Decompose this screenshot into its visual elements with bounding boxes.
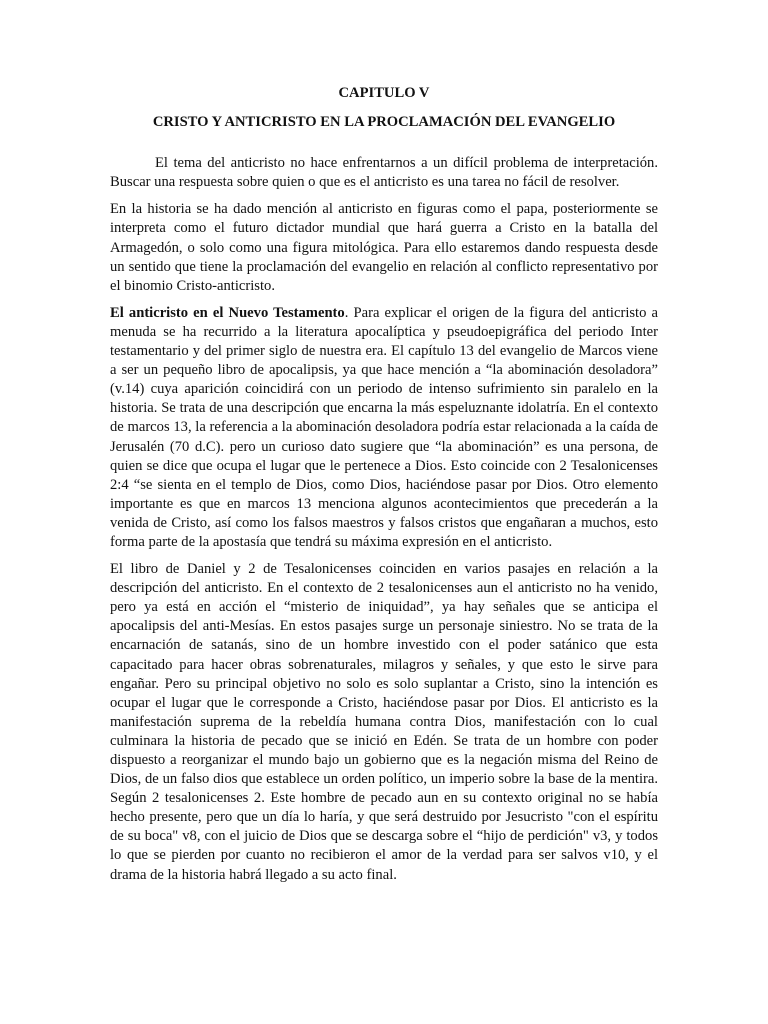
chapter-title: CRISTO Y ANTICRISTO EN LA PROCLAMACIÓN DEL EVANGELIO: [152, 114, 616, 131]
chapter-heading: CAPITULO V: [338, 85, 430, 101]
section-lead-heading: El anticristo en el Nuevo Testamento: [110, 304, 345, 321]
paragraph-3: [110, 304, 658, 552]
paragraph-4: El libro de Daniel y 2 de Tesalonicenses coinciden en varios pasajes en relación a la descripción del anticristo. En el contexto de 2 tesalonicenses aun el anticristo no ha venido, pero ya está en acción el “misterio de iniquidad”, ya hay señales que se anticipa el apocalipsis del anti-Mesías. En estos pasajes surge un personaje siniestro. No se trata de la encarnación de satanás, sino de un hombre investido con el poder satánico que esta capacitado para hacer obras sobrenaturales, milagros y señales, y que esto le sirve para engañar. Pero su principal objetivo no solo es solo suplantar a Cristo, sino la intención es ocupar el lugar que le corresponde a Cristo, haciéndose pasar por Dios. El anticristo es la manifestación suprema de la rebeldía humana contra Dios, manifestación con lo cual culminara la historia de pecado que se inició en Edén. Se trata de un hombre con poder dispuesto a reorganizar el mundo bajo un gobierno que es la negación misma del Reino de Dios, de un falso dios que establece un orden político, un imperio sobre la base de la mentira. Según 2 tesalonicenses 2. Este hombre de pecado aun en su contexto original no se había hecho presente, pero que un día lo haría, y que será destruido por Jesucristo "con el espíritu de su boca" v8, con el juicio de Dios que se descarga sobre el “hijo de perdición" v3, y todos lo que se pierden por cuanto no recibieron el amor de la verdad para ser salvos v10, y el drama de la historia habrá llegado a su acto final.: [110, 561, 658, 883]
paragraph-3-body: . Para explicar el origen de la figura del anticristo a menuda se ha recurrido a la literatura apocalíptica y pseudoepigráfica del periodo Inter testamentario y del primer siglo de nuestra era. El capítulo 13 del evangelio de Marcos viene a ser un pequeño libro de apocalipsis, ya que hace mención a “la abominación desoladora” (v.14) cuya aparición coincidirá con un periodo de intenso sufrimiento sin paralelo en la historia. Se trata de una descripción que encarna la más espeluznante idolatría. En el contexto de marcos 13, la referencia a la abominación desoladora podría estar relacionada a la caída de Jerusalén (70 d.C). pero un curioso dato sugiere que “la abominación” es una persona, de quien se dice que ocupa el lugar que le pertenece a Dios. Esto coincide con 2 Tesalonicenses 2:4 “se sienta en el templo de Dios, como Dios, haciéndose pasar por Dios. Otro elemento importante es que en marcos 13 menciona algunos acontecimientos que precederán a la venida de Cristo, así como los falsos maestros y falsos cristos que engañaran a muchos, esto forma parte de la apostasía que tendrá su máxima expresión en el anticristo.: [110, 304, 658, 550]
paragraph-2: En la historia se ha dado mención al anticristo en figuras como el papa, posteriormente se interpreta como el futuro dictador mundial que hará guerra a Cristo en la batalla del Armagedón, o solo como una figura mitológica. Para ello estaremos dando respuesta desde un sentido que tiene la proclamación del evangelio en relación al conflicto representativo por el binomio Cristo-anticristo.: [110, 201, 658, 294]
document-body: [110, 84, 658, 893]
paragraph-1: El tema del anticristo no hace enfrentarnos a un difícil problema de interpretación. Buscar una respuesta sobre quien o que es el anticristo es una tarea no fácil de resolver.: [110, 155, 658, 191]
